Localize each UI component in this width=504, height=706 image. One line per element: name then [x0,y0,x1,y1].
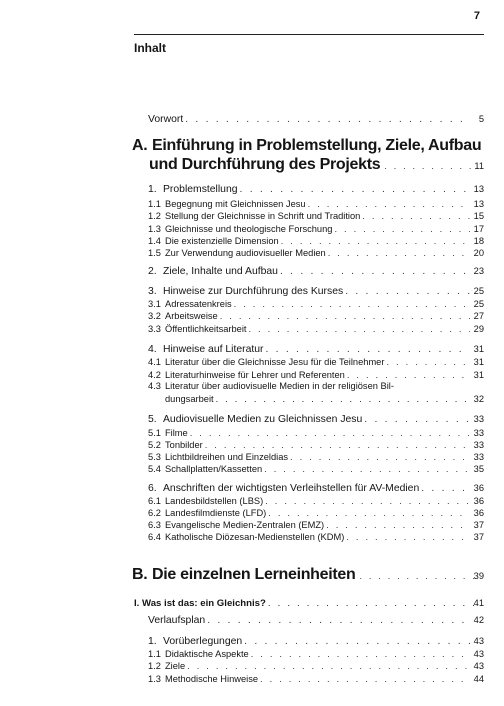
toc-entry-label: Adressatenkreis [165,299,232,309]
toc-entry-page: 5 [478,114,484,124]
toc-entry [148,520,484,531]
part-a-title-line2-row [149,156,484,174]
leader-dots [266,598,474,609]
leader-dots [343,286,470,297]
toc-entry-label: Hinweise zur Durchführung des Kurses [163,286,344,297]
leader-dots [362,414,470,425]
toc-entry-number: 6.1 [148,496,161,506]
toc-entry [148,248,484,259]
toc-entry-number: 1.2 [148,661,161,671]
toc-entry-number: 1.1 [148,649,161,659]
toc-entry [148,661,484,672]
toc-entry-label: Literaturhinweise für Lehrer und Referenten [165,370,345,380]
part-b-page: 39 [473,571,484,581]
lesson-1-row [134,598,484,609]
toc-entry-page: 27 [473,311,484,321]
toc-entry-page: 25 [473,286,484,296]
leader-dots [203,440,470,451]
toc-entry-page: 33 [473,414,484,424]
toc-entry-number: 4. [148,344,157,355]
toc-entry-label: Zur Verwendung audiovisueller Medien [165,248,326,258]
leader-dots [264,344,471,355]
toc-entry-label: Stellung der Gleichnisse in Schrift und Tradition [165,211,361,221]
toc-entry [148,311,484,322]
toc-entry-label: Literatur über die Gleichnisse Jesu für die Teilnehmer [165,357,385,367]
leader-dots [205,615,470,626]
lesson-1-label: I. Was ist das: ein Gleichnis? [134,598,266,609]
leader-dots [238,184,470,195]
leader-dots [344,532,470,543]
leader-dots [306,199,470,210]
toc-entry-number: 1.1 [148,199,161,209]
toc-entry [148,532,484,543]
toc-entry-page: 31 [473,357,484,367]
toc-entry-label: Schallplatten/Kassetten [165,464,263,474]
leader-dots [384,357,470,368]
leader-dots [332,224,470,235]
toc-entry [148,199,484,210]
toc-entry [148,615,484,626]
toc-entry-number: 5.1 [148,428,161,438]
toc-entry [148,508,484,519]
leader-dots [288,452,470,463]
toc-entry-page: 43 [473,649,484,659]
leader-dots [278,266,470,277]
toc-entry-number: 6.3 [148,520,161,530]
toc-entry-label: Landesbildstellen (LBS) [165,496,264,506]
toc-entry-label: Filme [165,428,188,438]
toc-entry-page: 37 [473,532,484,542]
toc-entry [148,114,484,125]
toc-entry-label: Vorwort [148,114,184,125]
toc-entry-page: 25 [473,299,484,309]
leader-dots [326,248,470,259]
toc-entry [148,636,484,647]
toc-entry-number: 6.4 [148,532,161,542]
toc-entry-label: Methodische Hinweise [165,674,259,684]
toc-entry-number: 2. [148,266,157,277]
toc-entry-page: 31 [473,370,484,380]
toc-entry-label: Landesfilmdienste (LFD) [165,508,267,518]
toc-entry-number: 4.3 [148,381,161,391]
leader-dots [258,674,470,685]
part-b-title: Die einzelnen Lerneinheiten [152,566,356,583]
toc-entry-number: 3. [148,286,157,297]
toc-entry-label-line2: dungsarbeit [165,394,214,404]
toc-entry-label: Arbeitsweise [165,311,218,321]
toc-entry-page: 17 [473,224,484,234]
part-a-title-line2: und Durchführung des Projekts [149,156,381,173]
toc-entry-number: 1.3 [148,224,161,234]
toc-entry-label: Ziele [165,661,186,671]
toc-entry-number: 1.4 [148,236,161,246]
toc-entry-page: 23 [473,266,484,276]
leader-dots [249,649,470,660]
toc-entry-number: 1. [148,636,157,647]
part-a-title-line1: Einführung in Problemstellung, Ziele, Aufbau [152,137,482,154]
toc-entry [148,649,484,660]
toc-entry [148,414,484,425]
leader-dots [380,161,474,171]
toc-entry-number: 4.2 [148,370,161,380]
toc-entry-label: Gleichnisse und theologische Forschung [165,224,333,234]
toc-entry-number: 1.3 [148,674,161,684]
toc-entry-page: 29 [473,324,484,334]
toc-entry-page: 15 [473,211,484,221]
toc-entry-page: 43 [473,661,484,671]
toc-entry-number: 6.2 [148,508,161,518]
toc-entry-label: Problemstellung [163,184,238,195]
toc-entry-number: 1.5 [148,248,161,258]
page-number: 7 [473,10,480,22]
toc-entry-page: 13 [473,184,484,194]
toc-entry-number: 3.3 [148,324,161,334]
toc-entry-page: 33 [473,440,484,450]
toc-entry-number: 5.2 [148,440,161,450]
leader-dots [214,393,474,406]
toc-entry-page: 20 [473,248,484,258]
part-a-letter: A. [132,137,148,154]
toc-entry-number: 5.4 [148,464,161,474]
toc-entry-label: Evangelische Medien-Zentralen (EMZ) [165,520,325,530]
leader-dots [242,636,470,647]
toc-entry-page: 33 [473,452,484,462]
toc-entry-page: 43 [473,636,484,646]
toc-entry-label: Tonbilder [165,440,203,450]
toc-entry [148,464,484,475]
part-a-title [132,137,481,155]
toc-entry-page: 33 [473,428,484,438]
toc-entry-label: Vorüberlegungen [163,636,243,647]
toc-entry [148,344,484,355]
toc-entry-label: Hinweise auf Literatur [163,344,264,355]
toc-heading: Inhalt [134,41,166,55]
top-rule [134,34,484,35]
toc-entry [148,357,484,368]
leader-dots [419,483,470,494]
leader-dots [266,508,470,519]
toc-entry [148,324,484,335]
toc-entry [148,236,484,247]
toc-entry-number: 3.2 [148,311,161,321]
toc-entry-label: Öffentlichkeitsarbeit [165,324,247,334]
leader-dots [218,311,470,322]
toc-entry-label: Audiovisuelle Medien zu Gleichnissen Jesu [163,414,363,425]
toc-entry-label-line1: Literatur über audiovisuelle Medien in der religiösen Bil- [165,381,394,391]
leader-dots [360,211,470,222]
toc-entry-number: 1. [148,184,157,195]
leader-dots [183,114,470,125]
toc-entry-label: Katholische Diözesan-Medienstellen (KDM) [165,532,345,542]
toc-entry-page: 36 [473,483,484,493]
toc-entry-page: 36 [473,496,484,506]
leader-dots [188,428,470,439]
leader-dots [262,464,470,475]
toc-entry-page: 18 [473,236,484,246]
toc-entry [148,674,484,685]
toc-entry-number: 5.3 [148,452,161,462]
leader-dots [324,520,470,531]
toc-entry-number: 5. [148,414,157,425]
toc-entry [148,224,484,235]
lesson-1-page: 41 [473,598,484,608]
toc-entry-wrapped [148,380,484,406]
toc-entry [148,286,484,297]
leader-dots [263,496,470,507]
toc-entry-label: Anschriften der wichtigsten Verleihstellen für AV-Medien [163,483,420,494]
leader-dots [356,571,474,581]
part-b-letter: B. [132,566,148,583]
toc-entry-number: 3.1 [148,299,161,309]
toc-entry [148,299,484,310]
toc-entry-number: 4.1 [148,357,161,367]
toc-entry [148,483,484,494]
toc-entry [148,266,484,277]
toc-entry-label: Ziele, Inhalte und Aufbau [163,266,278,277]
leader-dots [185,661,470,672]
part-b-title-row [132,566,484,584]
toc-entry-page: 35 [473,464,484,474]
toc-entry [148,496,484,507]
leader-dots [246,324,470,335]
toc-entry-page: 44 [473,674,484,684]
part-a-page: 11 [474,161,484,171]
toc-entry-number: 6. [148,483,157,494]
toc-entry [148,211,484,222]
toc-entry-label: Didaktische Aspekte [165,649,249,659]
toc-entry-page: 31 [473,344,484,354]
toc-entry-page: 32 [473,394,484,404]
toc-entry [148,452,484,463]
toc-entry [148,440,484,451]
leader-dots [232,299,470,310]
toc-entry-label: Verlaufsplan [148,615,206,626]
toc-entry-page: 42 [473,615,484,625]
toc-entry-page: 37 [473,520,484,530]
toc-entry-number: 1.2 [148,211,161,221]
toc-entry-label: Die existenzielle Dimension [165,236,279,246]
toc-entry-label: Begegnung mit Gleichnissen Jesu [165,199,306,209]
toc-entry [148,184,484,195]
leader-dots [279,236,470,247]
toc-entry-page: 36 [473,508,484,518]
toc-entry-label: Lichtbildreihen und Einzeldias [165,452,289,462]
toc-entry [148,428,484,439]
toc-entry-page: 13 [473,199,484,209]
